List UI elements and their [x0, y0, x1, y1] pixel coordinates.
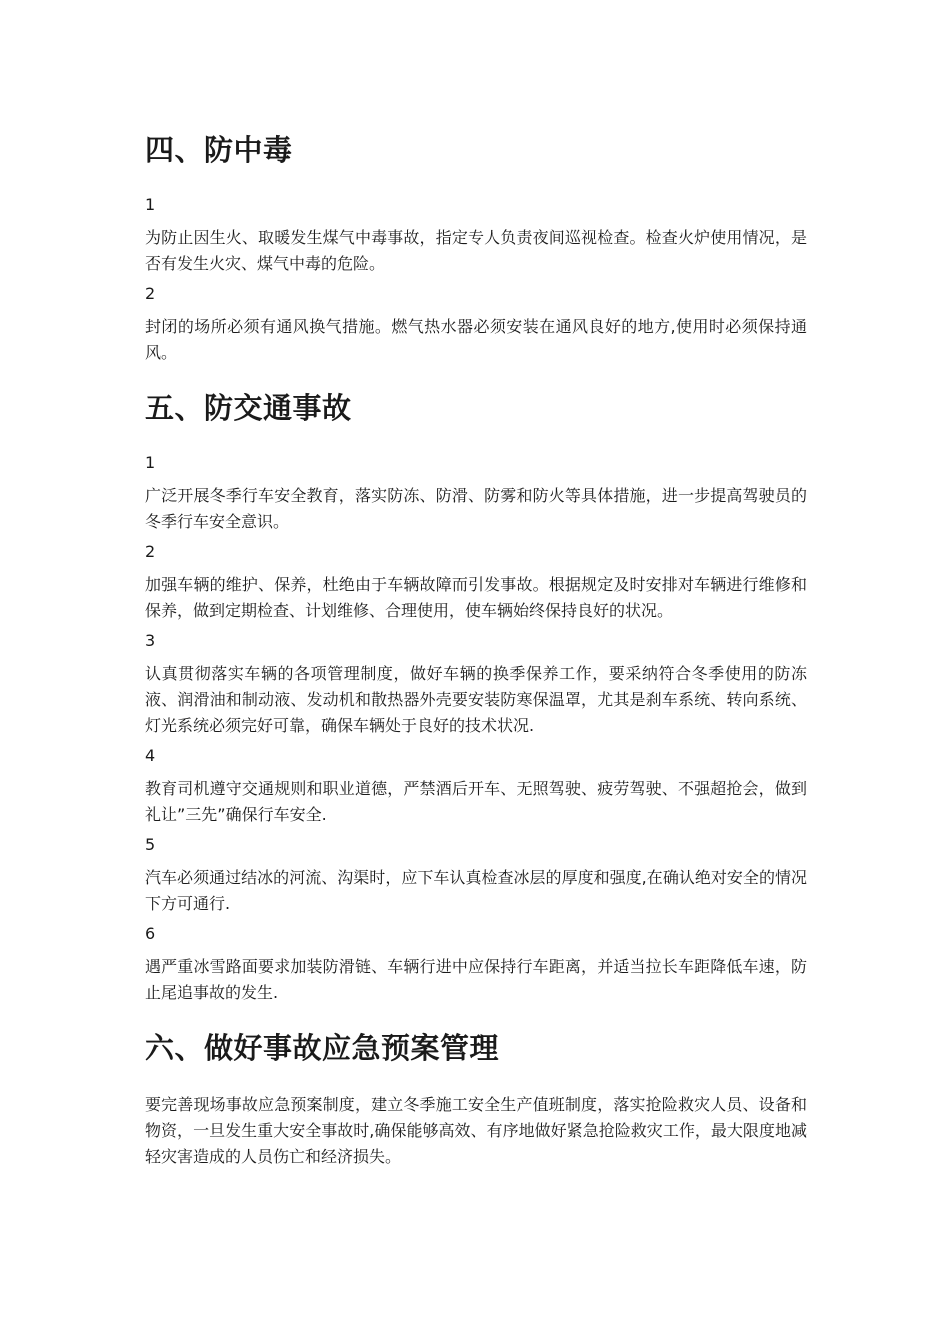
item-number: 3	[145, 631, 156, 650]
item-number: 2	[145, 542, 156, 561]
item-text: 广泛开展冬季行车安全教育，落实防冻、防滑、防雾和防火等具体措施，进一步提高驾驶员的冬季行车安全意识。	[145, 486, 807, 531]
item-text: 加强车辆的维护、保养，杜绝由于车辆故障而引发事故。根据规定及时安排对车辆进行维修和保养，做到定期检查、计划维修、合理使用，使车辆始终保持良好的状况。	[145, 575, 807, 620]
section-paragraph: 要完善现场事故应急预案制度，建立冬季施工安全生产值班制度，落实抢险救灾人员、设备和物资，一旦发生重大安全事故时,确保能够高效、有序地做好紧急抢险救灾工作，最大限度地减轻灾害造成的人员伤亡和经济损失。	[145, 1095, 807, 1166]
section-anti-poisoning	[145, 130, 807, 366]
item-number: 1	[145, 195, 156, 214]
item-text: 教育司机遵守交通规则和职业道德，严禁酒后开车、无照驾驶、疲劳驾驶、不强超抢会，做到礼让”三先”确保行车安全.	[145, 779, 807, 824]
item-number: 5	[145, 835, 156, 854]
item-text: 封闭的场所必须有通风换气措施。燃气热水器必须安装在通风良好的地方,使用时必须保持通风。	[145, 317, 807, 362]
section-emergency-plan	[145, 1028, 807, 1170]
item-text: 汽车必须通过结冰的河流、沟渠时，应下车认真检查冰层的厚度和强度,在确认绝对安全的情况下方可通行.	[145, 868, 807, 913]
section-heading: 五、防交通事故	[145, 391, 352, 425]
section-heading: 四、防中毒	[145, 133, 293, 167]
item-number: 2	[145, 284, 156, 303]
section-heading: 六、做好事故应急预案管理	[145, 1031, 500, 1065]
item-number: 4	[145, 746, 156, 765]
item-text: 遇严重冰雪路面要求加装防滑链、车辆行进中应保持行车距离，并适当拉长车距降低车速，防止尾追事故的发生.	[145, 957, 807, 1002]
item-number: 1	[145, 453, 156, 472]
item-number: 6	[145, 924, 156, 943]
item-text: 认真贯彻落实车辆的各项管理制度，做好车辆的换季保养工作，要采纳符合冬季使用的防冻液、润滑油和制动液、发动机和散热器外壳要安装防寒保温罩，尤其是刹车系统、转向系统、灯光系统必须完好可靠，确保车辆处于良好的技术状况.	[145, 664, 807, 735]
document-page	[145, 130, 807, 1176]
section-traffic-safety	[145, 388, 807, 1006]
item-text: 为防止因生火、取暖发生煤气中毒事故，指定专人负责夜间巡视检查。检查火炉使用情况，是否有发生火灾、煤气中毒的危险。	[145, 228, 807, 273]
